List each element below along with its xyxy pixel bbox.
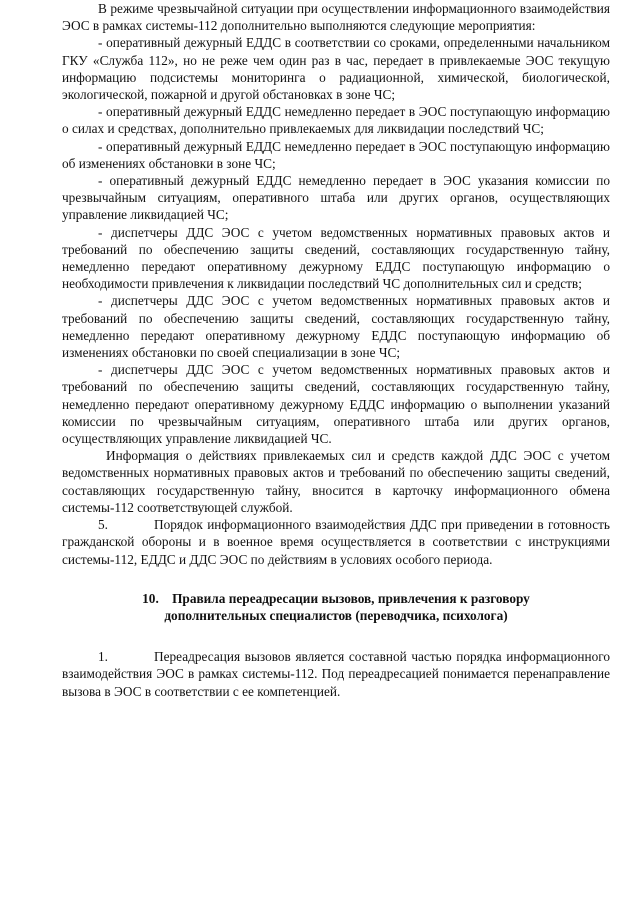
section-title-line-2: дополнительных специалистов (переводчика, психолога) bbox=[164, 607, 508, 623]
intro-paragraph: В режиме чрезвычайной ситуации при осуществлении информационного взаимодействия ЭОС в рамках системы-112 дополнительно выполняются следующие мероприятия: bbox=[62, 1, 610, 34]
list-item: - диспетчеры ДДС ЭОС с учетом ведомственных нормативных правовых актов и требований по обеспечению защиты сведений, составляющих государственную тайну, немедленно передают оперативному дежурному ЕДДС поступающую информацию о необходимости привлечения к ликвидации последствий ЧС дополнительных сил и средств; bbox=[62, 224, 610, 292]
list-item: - диспетчеры ДДС ЭОС с учетом ведомственных нормативных правовых актов и требований по обеспечению защиты сведений, составляющих государственную тайну, немедленно передают оперативному дежурному ЕДДС поступающую информацию об изменениях обстановки по своей специализации в зоне ЧС; bbox=[62, 293, 610, 361]
section-title-line-1: Правила переадресации вызовов, привлечения к разговору bbox=[172, 590, 530, 606]
section-number: 10. bbox=[142, 590, 159, 606]
section-heading-line-1 bbox=[62, 590, 610, 607]
point-1-paragraph bbox=[62, 648, 610, 700]
info-paragraph: Информация о действиях привлекаемых сил и средств каждой ДДС ЭОС с учетом ведомственных нормативных правовых актов и требований по обеспечению защиты сведений, составляющих государственную тайну, вносится в карточку информационного обмена системы-112 соответствующей службой. bbox=[62, 448, 610, 515]
point-5-number: 5. bbox=[98, 517, 108, 533]
list-item: - оперативный дежурный ЕДДС в соответствии со сроками, определенными начальником ГКУ «Служба 112», но не реже чем один раз в час, передает в привлекаемые ЭОС текущую информацию подсистемы мониторинга о радиационной, химической, биологической, экологической, пожарной и другой обстановках в зоне ЧС; bbox=[62, 35, 610, 103]
list-item: - оперативный дежурный ЕДДС немедленно передает в ЭОС указания комиссии по чрезвычайным ситуациям, оперативного штаба или других органов, осуществляющих управление ликвидацией ЧС; bbox=[62, 173, 610, 223]
point-1-text: Переадресация вызовов является составной частью порядка информационного взаимодействия ЭОС в рамках системы-112. Под переадресацией понимается перенаправление вызова в ЭОС в соответствии с ее компетенцией. bbox=[62, 649, 610, 699]
list-item: - оперативный дежурный ЕДДС немедленно передает в ЭОС поступающую информацию о силах и средствах, дополнительно привлекаемых для ликвидации последствий ЧС; bbox=[62, 104, 610, 137]
point-5-paragraph bbox=[62, 516, 610, 568]
list-item: - диспетчеры ДДС ЭОС с учетом ведомственных нормативных правовых актов и требований по обеспечению защиты сведений, составляющих государственную тайну, немедленно передают оперативному дежурному ЕДДС информацию о выполнении указаний комиссии по чрезвычайным ситуациям, оперативного штаба или других органов, осуществляющих управление ликвидацией ЧС. bbox=[62, 362, 610, 447]
list-item: - оперативный дежурный ЕДДС немедленно передает в ЭОС поступающую информацию об изменениях обстановки в зоне ЧС; bbox=[62, 138, 610, 171]
point-1-number: 1. bbox=[98, 649, 108, 665]
document-page bbox=[62, 0, 610, 700]
point-5-text: Порядок информационного взаимодействия ДДС при приведении в готовность гражданской обороны и в военное время осуществляется в соответствии с инструкциями системы-112, ЕДДС и ДДС ЭОС по действиям в условиях особого периода. bbox=[62, 517, 610, 567]
